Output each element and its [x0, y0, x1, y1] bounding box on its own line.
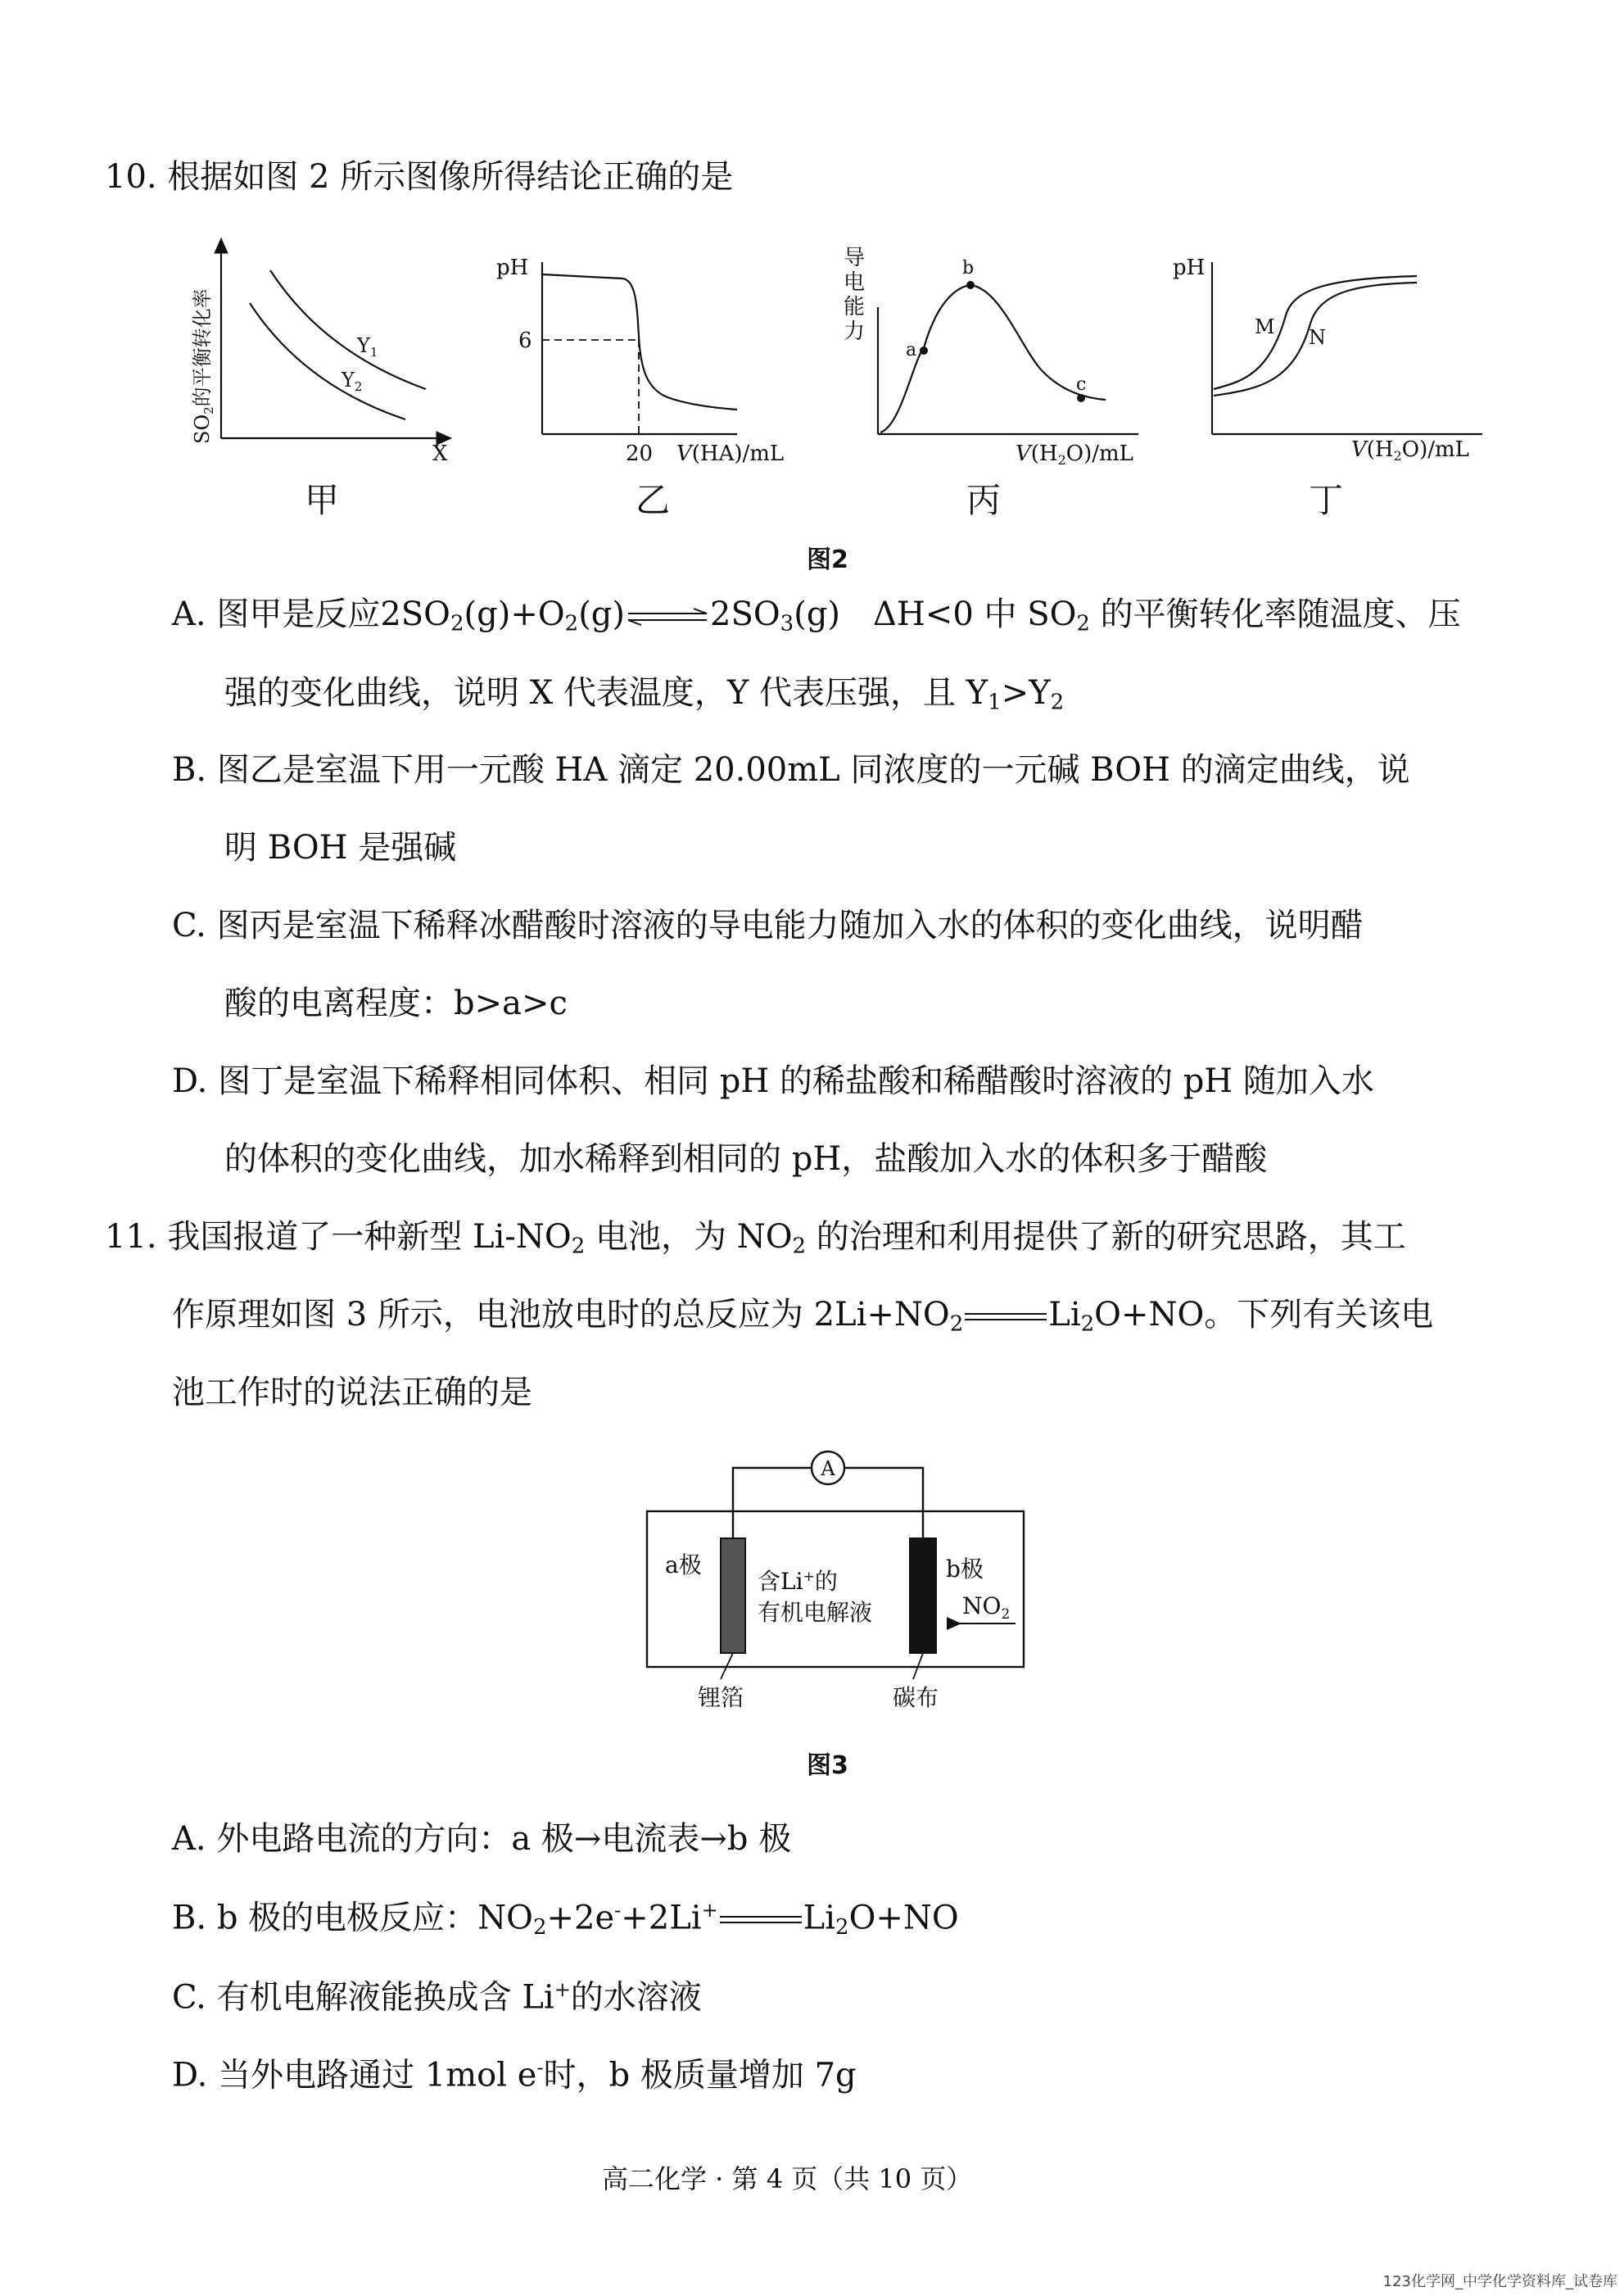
- curve-y1-label: $Y_1$: [357, 334, 378, 360]
- panel-ding-label: 丁: [1309, 480, 1344, 520]
- q10-stem: [105, 158, 734, 196]
- panel-jia-graph: [180, 229, 467, 467]
- figure-2-caption: 图2: [807, 546, 848, 574]
- reversible-arrow-icon: [627, 607, 708, 627]
- electrode-a-label: a极: [665, 1551, 702, 1578]
- q10-stem-text: 根据如图 2 所示图像所得结论正确的是: [167, 158, 734, 196]
- ammeter-label: A: [821, 1457, 835, 1480]
- panel-yi-label: 乙: [636, 480, 671, 520]
- battery-diagram: [639, 1442, 1032, 1728]
- watermark: 123化学网_中学化学资料库_试卷库: [1382, 2273, 1617, 2290]
- x-axis-label: X: [432, 442, 448, 466]
- electrode-b-label: b极: [946, 1556, 984, 1583]
- panel-yi: [491, 246, 803, 467]
- q10-option-b-line2: 明 BOH 是强碱: [224, 829, 457, 867]
- q10-option-b-line1: B. 图乙是室温下用一元酸 HA 滴定 20.00mL 同浓度的一元碱 BOH 的滴定曲线，说: [172, 751, 1410, 789]
- titration-curve: [542, 274, 737, 410]
- page-footer: 高二化学 · 第 4 页（共 10 页）: [602, 2163, 973, 2194]
- y-tick-6: 6: [518, 328, 532, 353]
- q11-stem-line2: 作原理如图 3 所示，电池放电时的总反应为 $2Li+NO_2$ $Li_2O+NO$。下列有关该电: [172, 1296, 1434, 1337]
- q10-option-a-line2: 强的变化曲线，说明 X 代表温度，Y 代表压强，且 $Y_1>Y_2$: [224, 674, 1065, 715]
- no2-label: $NO_2$: [962, 1592, 1011, 1623]
- q10-number: 10.: [105, 158, 157, 196]
- y-axis-label: pH: [496, 256, 529, 280]
- q10-option-c-line2: 酸的电离程度：b>a>c: [224, 985, 568, 1022]
- curve-m-label: M: [1255, 315, 1275, 338]
- panel-jia: [180, 229, 467, 467]
- x-tick-20: 20: [626, 442, 654, 466]
- q11-option-c: C. 有机电解液能换成含 Li+的水溶液: [172, 1978, 702, 2017]
- q10-option-c-line1: C. 图丙是室温下稀释冰醋酸时溶液的导电能力随加入水的体积的变化曲线，说明醋: [172, 907, 1364, 944]
- panel-bing-label: 丙: [966, 480, 1002, 520]
- q10-option-d-line1: D. 图丁是室温下稀释相同体积、相同 pH 的稀盐酸和稀醋酸时溶液的 pH 随加入水: [172, 1062, 1374, 1100]
- panel-ding-graph: [1171, 242, 1499, 467]
- y-axis-label: $SO_2$的平衡转化率: [191, 288, 216, 444]
- x-axis-label: V(H2O)/mL: [1351, 437, 1469, 464]
- point-c: [1077, 394, 1085, 402]
- curve-y2-label: $Y_2$: [342, 369, 363, 394]
- q10-option-d-line2: 的体积的变化曲线，加水稀释到相同的 pH，盐酸加入水的体积多于醋酸: [224, 1140, 1268, 1178]
- panel-bing-graph: [835, 238, 1163, 467]
- q10-option-a-line1: A. 图甲是反应$2SO_2(g)+O_2(g)$ $2SO_3(g)$ ΔH<0 中 $SO_2$ 的平衡转化率随温度、压: [172, 596, 1461, 636]
- q11-option-a: A. 外电路电流的方向：a 极→电流表→b 极: [172, 1820, 792, 1858]
- panel-ding: [1171, 242, 1499, 467]
- curve-y2: [250, 303, 405, 419]
- y-axis-label: 导电能力: [844, 246, 866, 344]
- electrolyte-label-line1: 含Li+的: [758, 1568, 838, 1595]
- equals-sign-icon: [965, 1309, 1047, 1325]
- carbon-cloth-label: 碳布: [893, 1684, 939, 1711]
- x-axis-label: V(HA)/mL: [676, 442, 785, 466]
- lithium-foil-label: 锂箔: [698, 1684, 744, 1711]
- q11-number: 11.: [105, 1218, 157, 1256]
- figure-3-caption: 图3: [807, 1751, 848, 1780]
- q11-option-d: D. 当外电路通过 1mol e-时，b 极质量增加 7g: [172, 2056, 857, 2094]
- curve-n-label: N: [1309, 326, 1326, 349]
- point-b-label: b: [962, 258, 975, 279]
- point-c-label: c: [1076, 374, 1087, 395]
- point-a-label: a: [906, 340, 917, 360]
- electrolyte-label-line2: 有机电解液: [758, 1599, 873, 1626]
- panel-yi-graph: [491, 246, 803, 467]
- lithium-foil-electrode: [721, 1538, 745, 1653]
- q11-stem-line1: 11. 我国报道了一种新型 $Li-NO_2$ 电池，为 $NO_2$ 的治理和利用提供了新的研究思路，其工: [105, 1218, 1406, 1259]
- wire-left: [733, 1468, 812, 1540]
- equals-sign-icon: [720, 1912, 802, 1928]
- panel-bing: [835, 238, 1163, 467]
- battery-diagram-graph: [639, 1442, 1032, 1728]
- q11-stem-line3: 池工作时的说法正确的是: [172, 1374, 532, 1411]
- x-axis-label: V(H2O)/mL: [1016, 442, 1133, 467]
- q11-option-b: B. b 极的电极反应：$NO_2+2e^-+2Li^+$ $Li_2O+NO$: [172, 1899, 959, 1940]
- wire-right: [844, 1468, 923, 1540]
- carbon-cloth-electrode: [910, 1538, 936, 1653]
- panel-jia-label: 甲: [305, 480, 340, 520]
- point-a: [920, 346, 928, 355]
- y-axis-label: pH: [1173, 256, 1206, 280]
- point-b: [966, 281, 975, 289]
